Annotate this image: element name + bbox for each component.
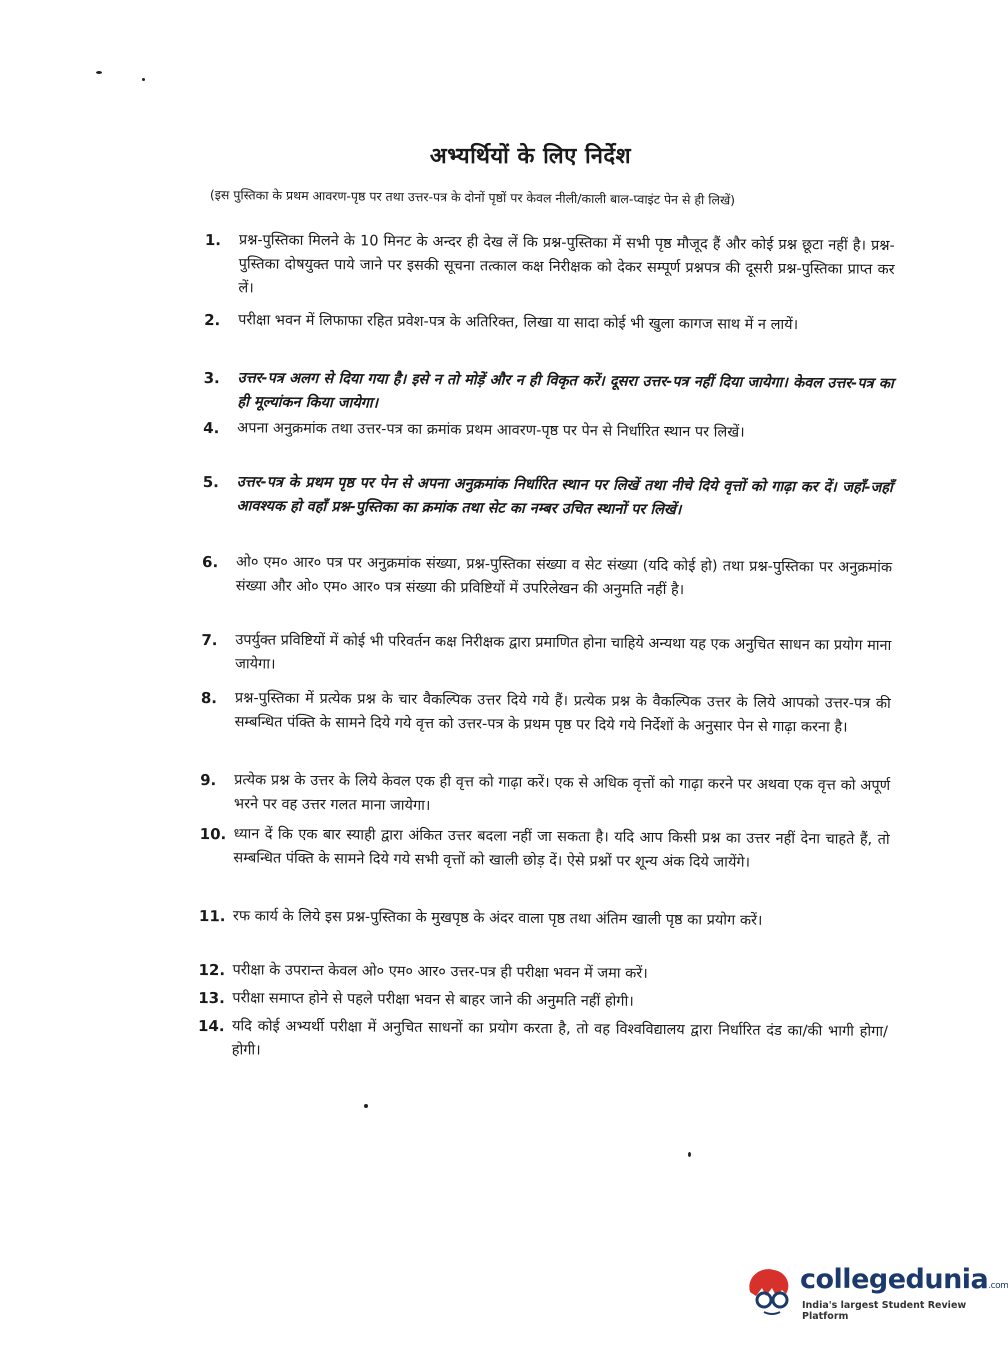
collegedunia-logo <box>742 1262 1008 1326</box>
instruction-text: ओ० एम० आर० पत्र पर अनुक्रमांक संख्या, प्रश्न-पुस्तिका संख्या व सेट संख्या (यदि कोई हो) तथा प्रश्न-पुस्तिका पर अनुक्रमांक संख्या और ओ० एम० आर० पत्र संख्या की प्रविष्टियों में उपरिलेखन की अनुमति नहीं है। <box>235 554 893 599</box>
logo-wordmark <box>800 1264 1008 1295</box>
instruction-number: 6. <box>201 552 219 572</box>
instruction-number: 5. <box>202 472 219 492</box>
instruction-text: परीक्षा भवन में लिफाफा रहित प्रवेश-पत्र के अतिरिक्त, लिखा या सादा कोई भी खुला कागज साथ में न लायें। <box>238 312 799 334</box>
instruction-text: परीक्षा समाप्त होने से पहले परीक्षा भवन से बाहर जाने की अनुमति नहीं होगी। <box>232 990 634 1010</box>
instruction-text: रफ कार्य के लिये इस प्रश्न-पुस्तिका के मुखपृष्ठ के अंदर वाला पृष्ठ तथा अंतिम खाली पृष्ठ का प्रयोग करें। <box>232 908 763 929</box>
instruction-number: 7. <box>201 630 218 650</box>
instruction-number: 14. <box>197 1016 225 1036</box>
instruction-text: परीक्षा के उपरान्त केवल ओ० एम० आर० उत्तर-पत्र ही परीक्षा भवन में जमा करें। <box>232 962 648 982</box>
instruction-item <box>204 228 895 297</box>
instruction-text: प्रत्येक प्रश्न के उत्तर के लिये केवल एक ही वृत्त को गाढ़ा करें। एक से अधिक वृत्तों को गाढ़ा करने पर अथवा एक वृत्त को अपूर्ण भरने पर वह उत्तर गलत माना जायेगा। <box>233 772 891 814</box>
instruction-item <box>200 768 891 814</box>
logo-name-text: collegedunia <box>800 1264 989 1295</box>
document-title: अभ्यर्थियों के लिए निर्देश <box>429 144 632 169</box>
instruction-item <box>198 958 889 982</box>
instruction-text: यदि कोई अभ्यर्थी परीक्षा में अनुचित साधनों का प्रयोग करता है, तो वह विश्वविद्यालय द्वारा निर्धारित दंड का/की भागी होगा/होगी। <box>231 1018 889 1059</box>
instruction-item <box>199 822 890 871</box>
instruction-item <box>203 366 894 412</box>
instruction-text: उत्तर-पत्र अलग से दिया गया है। इसे न तो मोड़ें और न ही विकृत करें। दूसरा उत्तर-पत्र नहीं दिया जायेगा। केवल उत्तर-पत्र का ही मूल्यांकन किया जायेगा। <box>237 370 894 412</box>
instruction-number: 10. <box>199 824 227 844</box>
instruction-number: 3. <box>203 368 220 388</box>
instruction-item <box>202 470 893 519</box>
instruction-item <box>201 550 893 599</box>
instruction-text: अपना अनुक्रमांक तथा उत्तर-पत्र का क्रमांक प्रथम आवरण-पृष्ठ पर पेन से निर्धारित स्थान पर लिखें। <box>237 420 745 441</box>
instruction-list <box>197 224 895 1059</box>
scan-speck <box>96 71 102 74</box>
instruction-item <box>200 686 891 736</box>
instruction-number: 12. <box>198 960 226 980</box>
document-subtitle: (इस पुस्तिका के प्रथम आवरण-पृष्ठ पर तथा उत्तर-पत्र के दोनों पृष्ठों पर केवल नीली/काली बाल-प्वाइंट पेन से ही लिखें) <box>209 186 736 208</box>
scan-speck <box>364 1104 368 1108</box>
instruction-number: 2. <box>204 310 221 330</box>
instruction-item <box>201 628 892 673</box>
mascot-icon <box>742 1262 798 1318</box>
instruction-text: प्रश्न-पुस्तिका में प्रत्येक प्रश्न के चार वैकल्पिक उत्तर दिये गये हैं। प्रत्येक प्रश्न के वैकल्पिक उत्तर के लिये आपको उत्तर-पत्र की सम्बन्धित पंक्ति के सामने दिये गये वृत्त को उत्तर-पत्र के प्रथम पृष्ठ पर दिये गये निर्देशों के अनुसार पेन से गाढ़ा करना है। <box>234 690 891 736</box>
logo-tagline: India's largest Student Review Platform <box>802 1300 967 1322</box>
instruction-number: 8. <box>200 688 218 708</box>
instruction-number: 13. <box>198 988 225 1008</box>
instruction-number: 1. <box>204 230 222 250</box>
scan-speck <box>688 1152 691 1157</box>
instruction-number: 4. <box>203 418 220 438</box>
instruction-item <box>198 904 889 929</box>
logo-domain-suffix: .com <box>988 1281 1008 1291</box>
instruction-number: 9. <box>200 770 217 790</box>
instruction-text: ध्यान दें कि एक बार स्याही द्वारा अंकित उत्तर बदला नहीं जा सकता है। यदि आप किसी प्रश्न का उत्तर नहीं देना चाहते हैं, तो सम्बन्धित पंक्ति के सामने दिये गये सभी वृत्तों को खाली छोड़ दें। ऐसे प्रश्नों पर शून्य अंक दिये जायेंगे। <box>233 826 890 871</box>
instruction-text: प्रश्न-पुस्तिका मिलने के 10 मिनट के अन्दर ही देख लें कि प्रश्न-पुस्तिका में सभी पृष्ठ मौजूद हैं और कोई प्रश्न छूटा नहीं है। प्रश्न-पुस्तिका दोषयुक्त पाये जाने पर इसकी सूचना तत्काल कक्ष निरीक्षक को देकर सम्पूर्ण प्रश्नपत्र की दूसरी प्रश्न-पुस्तिका प्राप्त कर लें। <box>238 232 895 297</box>
scan-speck <box>142 78 145 81</box>
instruction-item <box>204 308 894 334</box>
instruction-text: उपर्युक्त प्रविष्टियों में कोई भी परिवर्तन कक्ष निरीक्षक द्वारा प्रमाणित होना चाहिये अन्यथा यह एक अनुचित साधन का प्रयोग माना जायेगा। <box>235 632 892 673</box>
instruction-number: 11. <box>198 906 226 926</box>
instruction-text: उत्तर-पत्र के प्रथम पृष्ठ पर पेन से अपना अनुक्रमांक निर्धारित स्थान पर लिखें तथा नीचे दिये वृत्तों को गाढ़ा कर दें। जहाँ-जहाँ आवश्यक हो वहाँ प्रश्न-पुस्तिका का क्रमांक तथा सेट का नम्बर उचित स्थानों पर लिखें। <box>236 474 893 519</box>
